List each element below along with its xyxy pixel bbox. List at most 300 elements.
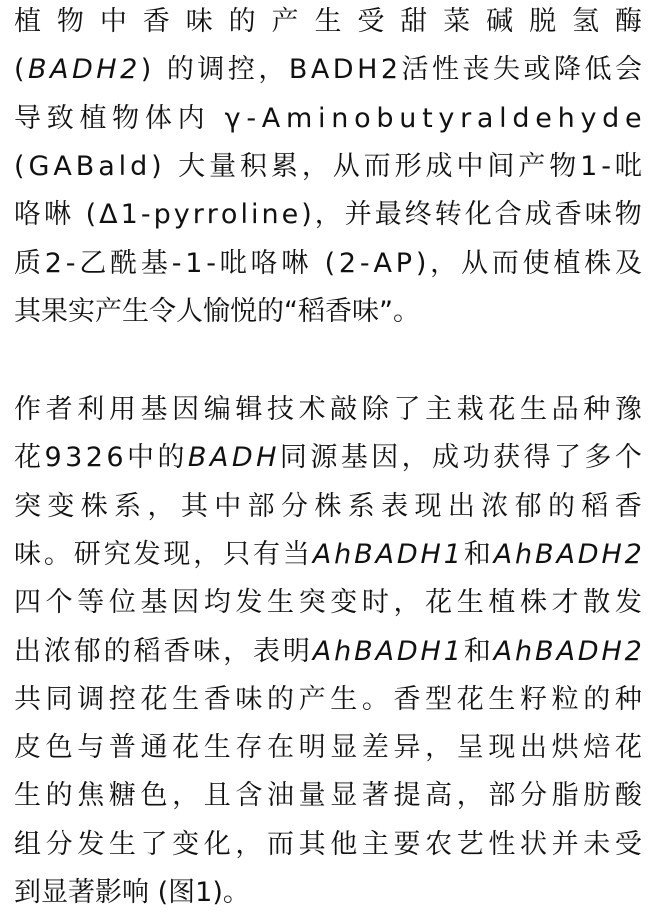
text-char: y (173, 199, 190, 231)
text-char: 郁 (514, 490, 542, 522)
text-char: 呈 (456, 732, 484, 764)
text-char: 或 (523, 54, 551, 86)
text-char: 了 (553, 442, 581, 474)
text-char: 并 (551, 828, 579, 860)
text-char: 味 (193, 635, 221, 667)
text-char: ( (14, 54, 25, 86)
text-char: 物 (549, 150, 577, 182)
text-char: 终 (404, 199, 432, 231)
text-char: 现 (163, 538, 191, 570)
text-char: ， (147, 490, 175, 522)
text-char: 愉 (203, 295, 230, 327)
text-char: - (601, 150, 611, 182)
text-char: 量 (209, 150, 237, 182)
text-char: ， (235, 828, 263, 860)
text-char: 含 (235, 780, 263, 812)
text-char: r (206, 199, 218, 231)
text-char: 明 (298, 732, 326, 764)
text-char: 因 (172, 394, 200, 425)
text-char: 吡 (614, 150, 642, 182)
text-char: ， (393, 587, 421, 619)
text-char: 有 (253, 538, 280, 570)
text-char: A (310, 54, 330, 86)
text-char: ) (140, 54, 152, 86)
gene-name-char: B (354, 635, 373, 667)
text-char: Δ (99, 199, 118, 231)
text-char: 糖 (108, 780, 136, 812)
text-char: 乙 (79, 247, 107, 279)
text-char: 啉 (44, 199, 71, 231)
text-char: 从 (332, 150, 360, 182)
text-char: 在 (267, 732, 294, 764)
text-char: t (422, 102, 433, 134)
text-char: 2 (380, 54, 399, 86)
text-char (312, 244, 321, 284)
text-char: 株 (584, 247, 612, 279)
text-char: 的 (45, 780, 73, 812)
text-char: 因 (371, 442, 399, 474)
text-char: 酶 (614, 6, 642, 37)
text-char: ， (301, 150, 329, 182)
text-char: ( (324, 247, 336, 279)
text-char: 的 (157, 442, 185, 474)
text-char: 油 (267, 780, 294, 812)
text-line (14, 535, 642, 575)
text-char: 豫 (614, 394, 642, 425)
text-char: 作 (14, 394, 41, 425)
text-char: 其 (298, 828, 326, 860)
text-char: 植 (488, 587, 516, 619)
text-char: 1 (195, 877, 213, 908)
text-char: 现 (488, 732, 516, 764)
text-char: 状 (520, 828, 547, 860)
text-char: 种 (583, 394, 611, 425)
text-char: l (499, 102, 507, 134)
text-char: H (357, 54, 378, 86)
text-char: 部 (247, 490, 275, 522)
text-char: 生 (122, 295, 149, 327)
gene-name-char: H (601, 538, 622, 570)
text-char: 型 (425, 683, 453, 715)
text-line (14, 195, 642, 235)
text-char: 了 (393, 394, 421, 425)
gene-name-char: h (515, 538, 533, 570)
text-char: 同 (45, 683, 73, 715)
text-char: 香 (393, 683, 421, 715)
text-char: 生 (456, 587, 484, 619)
text-char: l (118, 150, 127, 182)
text-char: e (535, 102, 552, 134)
text-char: 的 (228, 6, 256, 37)
text-char: 成 (524, 199, 552, 231)
text-char: 。 (222, 877, 250, 908)
text-char: 稻 (581, 490, 609, 522)
text-char: 显 (41, 877, 68, 908)
gene-name-char: A (312, 538, 332, 570)
text-char: 生 (520, 394, 547, 425)
text-char: 转 (434, 199, 462, 231)
text-char: 性 (488, 828, 516, 860)
text-char: 郁 (73, 635, 101, 667)
text-char: i (318, 102, 326, 134)
text-line (14, 390, 642, 430)
text-char: 从 (460, 247, 488, 279)
text-char: 人 (176, 295, 203, 327)
text-char: 皮 (14, 732, 41, 764)
text-char: 受 (614, 828, 642, 860)
text-line (14, 583, 642, 623)
text-char: “ (284, 295, 298, 327)
text-char: 脱 (529, 6, 557, 37)
text-char: 分 (281, 490, 308, 522)
text-char: 的 (257, 295, 284, 327)
text-char: 分 (520, 780, 547, 812)
gene-name-char: D (577, 538, 599, 570)
text-char: 降 (553, 54, 581, 86)
text-char: 味 (352, 295, 379, 327)
text-char: 啉 (281, 247, 309, 279)
text-char: 技 (267, 394, 294, 425)
text-char: 9 (44, 442, 62, 474)
text-char: 基 (140, 394, 168, 425)
text-char: ) (301, 199, 312, 231)
text-char: ) (415, 247, 427, 279)
text-char: - (206, 247, 216, 279)
text-char: 香 (614, 490, 642, 522)
text-char: ， (193, 538, 221, 570)
text-char: 合 (494, 199, 522, 231)
text-char: 位 (108, 587, 136, 619)
text-char: d (602, 102, 620, 134)
text-char: 色 (45, 732, 73, 764)
text-char: 只 (223, 538, 251, 570)
text-char: 时 (361, 587, 389, 619)
text-char: ， (425, 732, 453, 764)
text-char: 会 (614, 54, 642, 86)
text-char: 除 (361, 394, 389, 425)
text-line (14, 776, 642, 816)
text-char: ( (14, 150, 25, 182)
text-char: 花 (140, 683, 168, 715)
text-char: 氢 (571, 6, 599, 37)
text-char: ， (223, 635, 251, 667)
text-char: 植 (14, 6, 41, 37)
text-char: 并 (344, 199, 372, 231)
text-char: 著 (361, 780, 389, 812)
gene-name-char: H (256, 442, 277, 474)
text-char: ， (172, 780, 200, 812)
gene-name-char: B (187, 442, 207, 474)
text-char: 现 (414, 490, 442, 522)
text-char: 用 (108, 394, 136, 425)
gene-name-char: H (601, 635, 622, 667)
gene-name-char: H (96, 54, 117, 86)
text-char: 了 (140, 828, 168, 860)
text-char: 因 (172, 587, 200, 619)
text-char: 烘 (551, 732, 579, 764)
text-char: 1 (580, 150, 598, 182)
text-char: 影 (95, 877, 122, 908)
text-char: 变 (47, 490, 75, 522)
text-char: 中 (214, 490, 242, 522)
text-char: 花 (488, 394, 516, 425)
text-char: r (460, 102, 472, 134)
text-char: 菜 (443, 6, 471, 37)
text-char: ( (157, 877, 169, 908)
text-char: 品 (551, 394, 579, 425)
text-char: 者 (45, 394, 73, 425)
text-char: 香 (554, 199, 582, 231)
gene-name-char: D (396, 635, 418, 667)
text-char: - (359, 247, 370, 279)
text-char: 栽 (456, 394, 484, 425)
text-char: 生 (172, 683, 200, 715)
text-char: 物 (56, 6, 84, 37)
text-char: 及 (614, 247, 642, 279)
gene-name-char: A (375, 635, 394, 667)
text-char: 出 (447, 490, 475, 522)
text-char: 出 (520, 732, 547, 764)
text-char: 提 (393, 780, 421, 812)
text-char: y (580, 102, 597, 134)
text-char: 成 (432, 442, 460, 474)
gene-name-char: A (493, 538, 513, 570)
text-char: e (281, 199, 299, 231)
text-char: B (75, 150, 95, 182)
text-char: 丧 (462, 54, 490, 86)
gene-name-char: D (72, 54, 93, 86)
text-char: h (557, 102, 575, 134)
text-char: 最 (374, 199, 402, 231)
text-char: 量 (298, 780, 326, 812)
text-char: 且 (203, 780, 231, 812)
text-char: 粒 (551, 683, 579, 715)
text-char: n (261, 199, 279, 231)
text-char: 明 (282, 635, 310, 667)
text-char: 调 (77, 683, 105, 715)
text-char: 中 (127, 442, 155, 474)
text-char: 得 (523, 442, 551, 474)
text-char: 3 (65, 442, 83, 474)
text-char: 散 (583, 587, 611, 619)
text-char: ( (85, 199, 97, 231)
text-char: 响 (122, 877, 149, 908)
text-char: r (192, 199, 204, 231)
text-char: 四 (14, 587, 41, 619)
text-char: 化 (464, 199, 492, 231)
text-char: 悦 (230, 295, 257, 327)
text-char: 株 (314, 490, 342, 522)
text-line (14, 438, 642, 478)
text-char: 籽 (520, 683, 547, 715)
text-char: d (512, 102, 530, 134)
text-char: 6 (106, 442, 124, 474)
text-line (14, 487, 642, 527)
text-char: 共 (14, 683, 41, 715)
text-char: 的 (548, 490, 575, 522)
text-char: y (438, 102, 455, 134)
text-char: 农 (425, 828, 453, 860)
text-char: 多 (584, 442, 612, 474)
text-char: i (250, 199, 259, 231)
text-char: 1 (120, 199, 138, 231)
text-char: 受 (357, 6, 385, 37)
gene-name-char: 1 (443, 635, 461, 667)
text-char: 分 (45, 828, 73, 860)
text-char: 内 (177, 102, 205, 134)
gene-name-char: B (535, 635, 554, 667)
text-char: 而 (267, 828, 294, 860)
gene-name-char: A (556, 635, 575, 667)
text-line (14, 147, 642, 187)
gene-name-char: D (231, 442, 253, 474)
gene-name-char: A (209, 442, 229, 474)
text-char: 部 (488, 780, 516, 812)
text-char: 变 (330, 587, 358, 619)
text-char: 术 (298, 394, 326, 425)
text-char: 著 (68, 877, 95, 908)
text-char: 产 (271, 6, 299, 37)
text-char: 源 (310, 442, 338, 474)
text-char: 发 (614, 587, 642, 619)
text-char: 敲 (330, 394, 358, 425)
text-char: 酰 (110, 247, 138, 279)
text-char: 个 (614, 442, 642, 474)
gene-name-char: A (375, 538, 394, 570)
text-char: b (376, 102, 394, 134)
text-char: 导 (14, 102, 41, 134)
text-char: 花 (425, 587, 453, 619)
gene-name-char: B (28, 54, 47, 86)
text-char: 味 (584, 199, 612, 231)
text-char: 的 (583, 683, 611, 715)
text-char: 果 (41, 295, 68, 327)
text-line (14, 825, 642, 865)
text-char: 植 (79, 102, 107, 134)
text-char: 花 (14, 442, 41, 474)
text-char: - (246, 102, 257, 134)
text-char: 未 (583, 828, 611, 860)
text-char: 辑 (235, 394, 263, 425)
text-char: 当 (282, 538, 310, 570)
gene-name-char: h (334, 635, 352, 667)
text-char: 系 (114, 490, 142, 522)
text-char: 低 (584, 54, 612, 86)
text-char: 与 (77, 732, 105, 764)
text-char: 才 (551, 587, 579, 619)
text-char: 其 (14, 295, 41, 327)
text-char: γ (224, 102, 241, 134)
text-char: 生 (108, 828, 136, 860)
text-char: A (261, 102, 281, 134)
text-char: 物 (614, 199, 642, 231)
text-char: 生 (203, 732, 231, 764)
text-char: 令 (149, 295, 176, 327)
text-char: 形 (394, 150, 422, 182)
text-char: 稻 (133, 635, 161, 667)
text-char: 2 (338, 247, 357, 279)
text-char: a (98, 150, 115, 182)
text-char: 的 (103, 635, 131, 667)
text-char: 和 (463, 538, 491, 570)
text-char: 稻 (298, 295, 325, 327)
text-char: 产 (518, 150, 546, 182)
text-char: o (354, 102, 371, 134)
text-char: e (625, 102, 642, 134)
text-char: 生 (14, 780, 41, 812)
text-char: ， (456, 780, 484, 812)
text-char: A (53, 150, 72, 182)
text-char: 2 (44, 247, 62, 279)
text-char: 株 (80, 490, 108, 522)
text-char: 同 (279, 442, 307, 474)
text-char: 种 (614, 683, 642, 715)
gene-name-char: h (334, 538, 352, 570)
text-char: 突 (14, 490, 41, 522)
text-char: 编 (203, 394, 231, 425)
text-line (14, 244, 642, 284)
text-char: 。 (43, 538, 71, 570)
text-char: 2 (85, 442, 103, 474)
text-char: 产 (95, 295, 122, 327)
text-char: 植 (553, 247, 581, 279)
gene-name-char: h (515, 635, 533, 667)
text-char: l (240, 199, 248, 231)
text-char: ， (430, 247, 458, 279)
text-char: 。 (393, 295, 420, 327)
text-char: 变 (172, 828, 200, 860)
text-char: 异 (393, 732, 421, 764)
text-char: 个 (45, 587, 73, 619)
gene-name-char: 2 (624, 538, 642, 570)
gene-name-char: 2 (624, 635, 642, 667)
text-line (14, 680, 642, 720)
gene-name-char: D (396, 538, 418, 570)
text-char: o (220, 199, 238, 231)
text-char: 研 (73, 538, 101, 570)
gene-name-char: A (50, 54, 69, 86)
text-char: 味 (14, 538, 41, 570)
text-char: 焦 (77, 780, 105, 812)
text-char: 味 (185, 6, 213, 37)
text-char: 吡 (219, 247, 247, 279)
text-char: 到 (14, 877, 41, 908)
text-char: 焙 (583, 732, 611, 764)
text-line (14, 873, 642, 913)
gene-name-char: B (354, 538, 373, 570)
text-char: 存 (235, 732, 263, 764)
text-char: 中 (456, 150, 484, 182)
text-char: 而 (363, 150, 391, 182)
text-char: ” (379, 295, 393, 327)
text-char: P (395, 247, 413, 279)
text-char: D (332, 54, 354, 86)
text-char: B (288, 54, 308, 86)
text-char: 生 (488, 683, 516, 715)
text-char: 成 (425, 150, 453, 182)
text-char: 基 (140, 247, 168, 279)
text-char: 均 (203, 587, 231, 619)
text-char: 间 (487, 150, 515, 182)
text-char: 酸 (614, 780, 642, 812)
text-char: 浓 (43, 635, 71, 667)
text-char: 他 (330, 828, 358, 860)
text-char: 香 (325, 295, 352, 327)
text-char: ) (151, 150, 162, 182)
text-char: 通 (140, 732, 168, 764)
text-char: 香 (203, 683, 231, 715)
text-char: 利 (77, 394, 105, 425)
